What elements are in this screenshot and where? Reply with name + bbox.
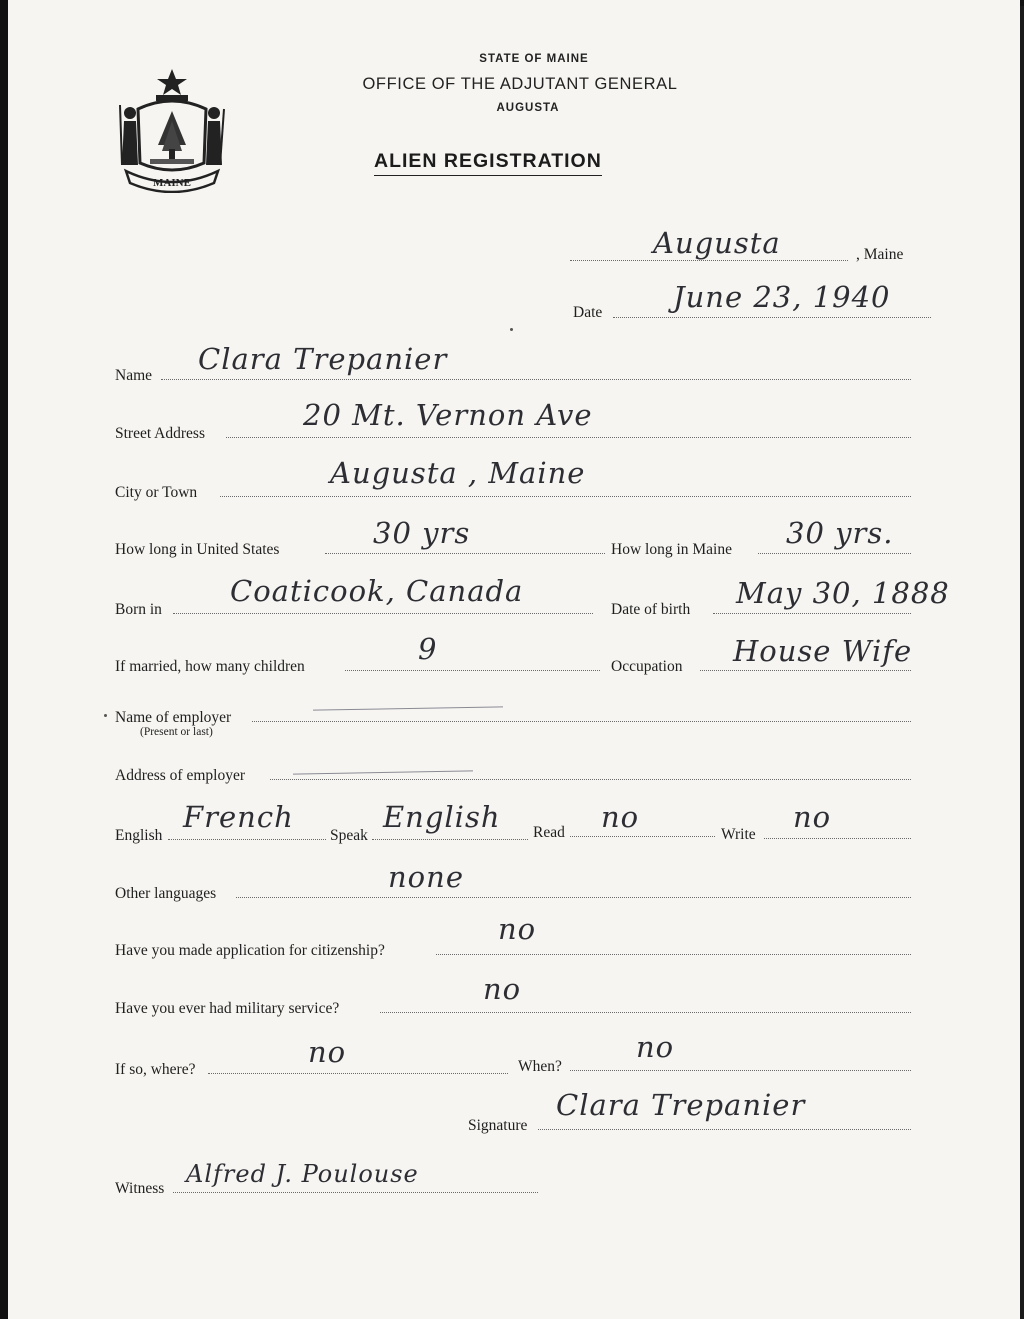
witness-value: Alfred J. Poulouse — [186, 1160, 419, 1188]
name-line — [161, 379, 911, 380]
name-value: Clara Trepanier — [198, 342, 448, 376]
speak-line — [372, 839, 528, 840]
years-maine-label: How long in Maine — [611, 541, 732, 558]
date-label: Date — [573, 304, 603, 321]
street-address-value: 20 Mt. Vernon Ave — [303, 398, 593, 432]
date-value: June 23, 1940 — [673, 280, 891, 314]
date-of-birth-line — [713, 613, 911, 614]
employer-label: Name of employer — [115, 709, 232, 726]
years-maine-value: 30 yrs. — [786, 516, 894, 550]
english-label: English — [115, 827, 163, 844]
children-value: 9 — [418, 632, 438, 666]
witness-label: Witness — [115, 1180, 165, 1197]
military-value: no — [483, 972, 522, 1006]
years-us-value: 30 yrs — [373, 516, 471, 550]
other-languages-label: Other languages — [115, 885, 217, 902]
signature-line — [538, 1129, 911, 1130]
occupation-label: Occupation — [611, 658, 683, 675]
employer-line — [252, 721, 911, 722]
children-line — [345, 670, 600, 671]
where-label: If so, where? — [115, 1061, 196, 1078]
header-city: AUGUSTA — [496, 102, 560, 114]
english-value: French — [183, 800, 294, 834]
other-languages-line — [236, 897, 911, 898]
registration-form-page — [8, 0, 1020, 1319]
speak-value: English — [383, 800, 501, 834]
date-of-birth-label: Date of birth — [611, 601, 691, 618]
city-line — [220, 496, 911, 497]
when-label: When? — [518, 1058, 562, 1075]
citizenship-value: no — [498, 912, 537, 946]
street-address-line — [226, 437, 911, 438]
employer-sublabel: (Present or last) — [140, 726, 213, 738]
city-value: Augusta , Maine — [330, 456, 586, 490]
years-maine-line — [758, 553, 911, 554]
write-value: no — [793, 800, 832, 834]
scan-speck — [510, 328, 513, 331]
where-line — [208, 1073, 508, 1074]
other-languages-value: none — [388, 860, 464, 894]
header-office: OFFICE OF THE ADJUTANT GENERAL — [362, 75, 678, 93]
born-in-line — [173, 613, 593, 614]
citizenship-label: Have you made application for citizenship? — [115, 942, 385, 959]
place-line — [570, 260, 848, 261]
signature-label: Signature — [468, 1117, 528, 1134]
born-in-label: Born in — [115, 601, 162, 618]
where-value: no — [308, 1035, 347, 1069]
scan-edge-left — [0, 0, 8, 1319]
seal-motto-text: MAINE — [153, 177, 191, 189]
place-suffix-label: , Maine — [856, 246, 904, 263]
city-label: City or Town — [115, 484, 198, 501]
when-value: no — [636, 1030, 675, 1064]
scan-speck — [104, 714, 107, 717]
read-value: no — [601, 800, 640, 834]
date-of-birth-value: May 30, 1888 — [736, 576, 950, 610]
form-title: ALIEN REGISTRATION — [374, 150, 602, 176]
witness-line — [173, 1192, 538, 1193]
employer-address-label: Address of employer — [115, 767, 245, 784]
read-line — [570, 836, 715, 837]
signature-value: Clara Trepanier — [556, 1088, 806, 1122]
employer-address-line — [270, 779, 911, 780]
children-label: If married, how many children — [115, 658, 305, 675]
speak-label: Speak — [330, 827, 368, 844]
when-line — [570, 1070, 911, 1071]
military-line — [380, 1012, 911, 1013]
place-value: Augusta — [653, 226, 781, 260]
military-label: Have you ever had military service? — [115, 1000, 340, 1017]
write-label: Write — [721, 826, 756, 843]
date-line — [613, 317, 931, 318]
write-line — [764, 838, 911, 839]
years-us-line — [325, 553, 605, 554]
occupation-line — [700, 670, 911, 671]
employer-address-dash-mark — [293, 770, 473, 774]
employer-dash-mark — [313, 706, 503, 710]
citizenship-line — [436, 954, 911, 955]
years-us-label: How long in United States — [115, 541, 280, 558]
name-label: Name — [115, 367, 153, 384]
english-line — [168, 839, 326, 840]
header-state: STATE OF MAINE — [479, 53, 589, 65]
read-label: Read — [533, 824, 565, 841]
occupation-value: House Wife — [733, 634, 913, 668]
born-in-value: Coaticook, Canada — [230, 574, 524, 608]
street-address-label: Street Address — [115, 425, 205, 442]
